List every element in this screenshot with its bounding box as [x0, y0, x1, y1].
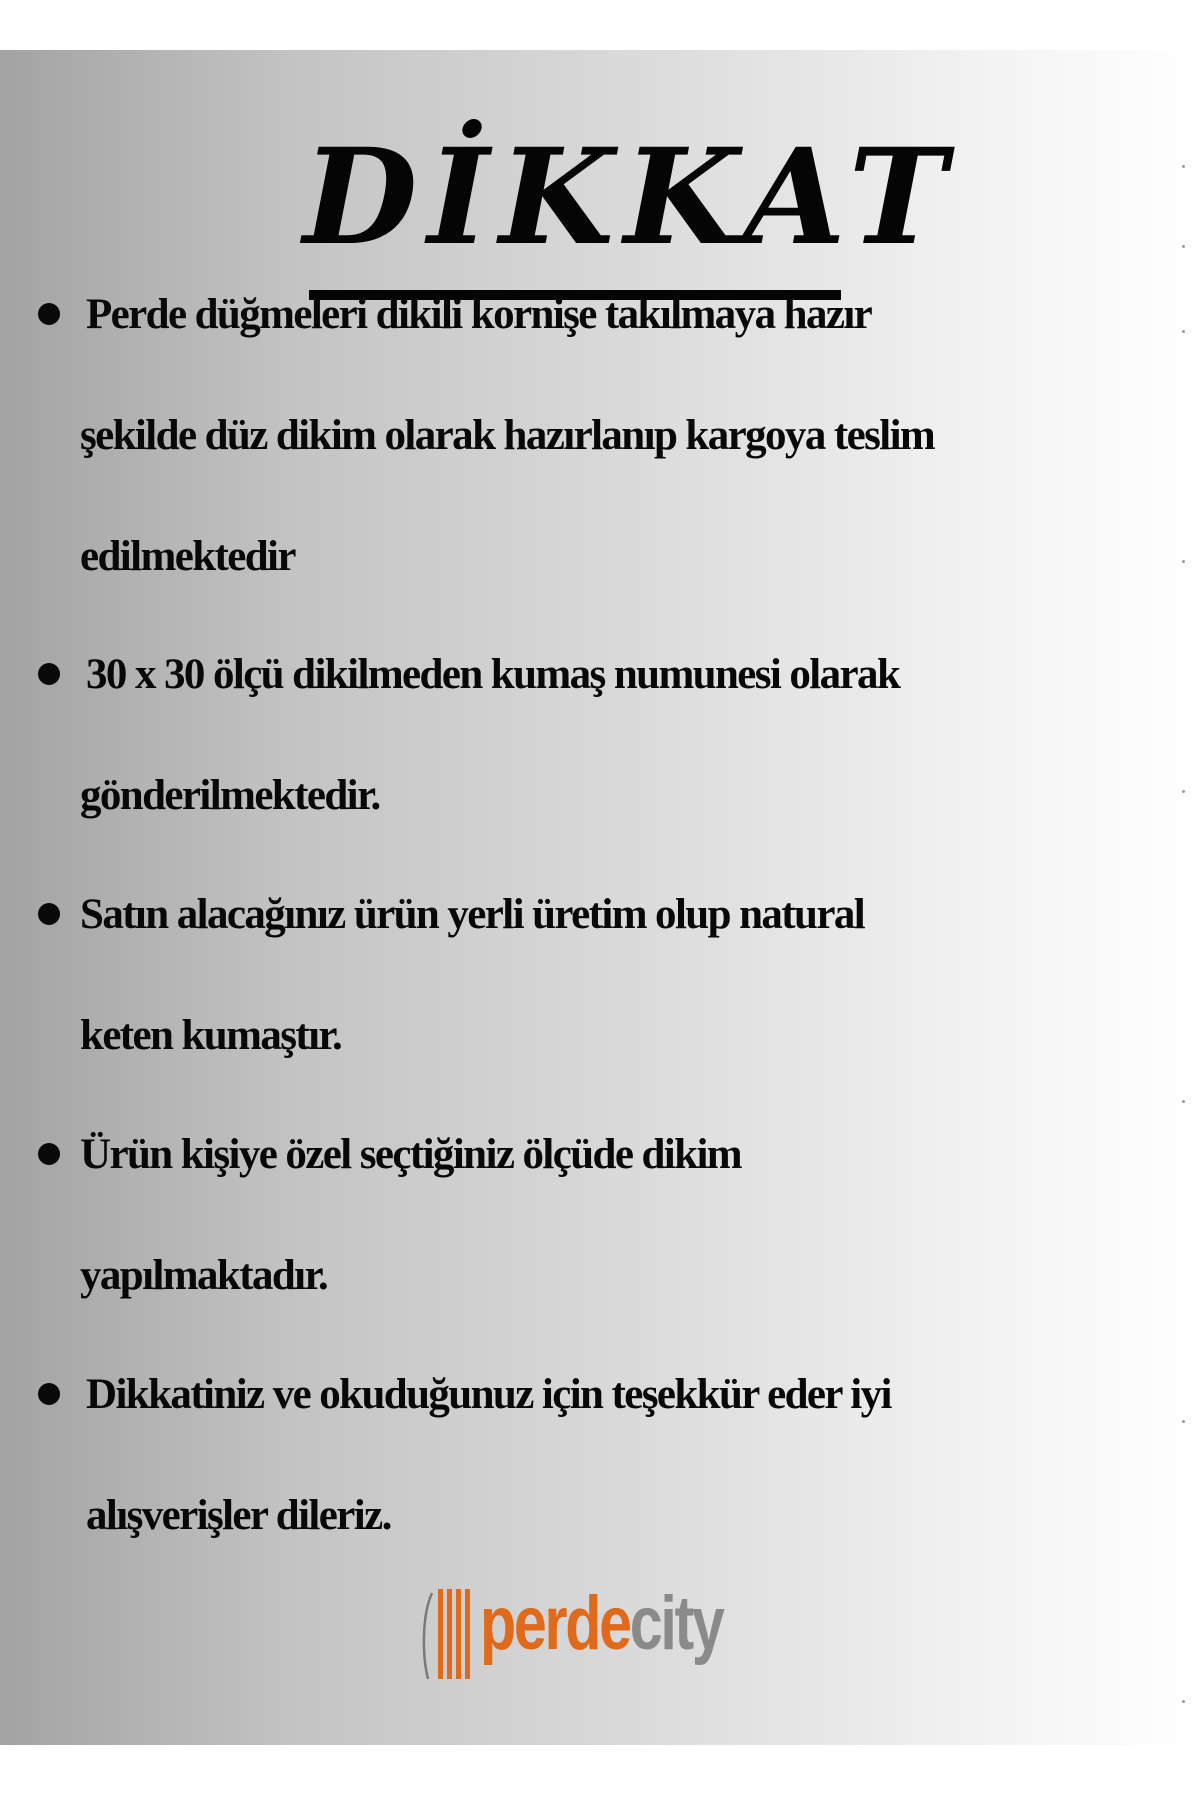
bullet-icon	[38, 663, 60, 685]
edge-speck	[1182, 1700, 1185, 1703]
logo-wordmark	[480, 1579, 723, 1669]
list-item-line: yapılmaktadır.	[80, 1252, 328, 1299]
list-item-line: şekilde düz dikim olarak hazırlanıp kargoya teslim	[80, 412, 935, 459]
list-item-line: Perde düğmeleri dikili kornişe takılmaya hazır	[86, 291, 872, 338]
list-item-line: Satın alacağınız ürün yerli üretim olup natural	[80, 891, 865, 938]
bullet-icon	[38, 303, 60, 325]
edge-speck	[1182, 1100, 1185, 1103]
list-item-line: Dikkatiniz ve okuduğunuz için teşekkür eder iyi	[86, 1371, 891, 1418]
notice-poster	[0, 50, 1200, 1745]
bullet-icon	[38, 1383, 60, 1405]
page-title: DİKKAT	[303, 120, 957, 275]
list-item-2	[80, 614, 1166, 856]
list-item-line: Ürün kişiye özel seçtiğiniz ölçüde dikim	[80, 1131, 742, 1178]
edge-speck	[1182, 1420, 1185, 1423]
perdecity-logo	[418, 1575, 758, 1685]
bullet-icon	[38, 1143, 60, 1165]
list-item-line: keten kumaştır.	[80, 1012, 342, 1059]
curtain-rods-icon	[418, 1575, 488, 1685]
list-item-3	[80, 854, 1166, 1096]
bullet-icon	[38, 903, 60, 925]
edge-speck	[1182, 165, 1185, 168]
list-item-1	[80, 254, 1166, 617]
list-item-line: edilmektedir	[80, 533, 295, 580]
list-item-4	[80, 1094, 1166, 1336]
list-item-5	[86, 1334, 1166, 1576]
logo-perde-text: perde	[480, 1581, 630, 1666]
edge-speck	[1182, 330, 1185, 333]
edge-speck	[1182, 790, 1185, 793]
list-item-line: gönderilmektedir.	[80, 772, 380, 819]
edge-speck	[1182, 245, 1185, 248]
list-item-line: 30 x 30 ölçü dikilmeden kumaş numunesi olarak	[86, 651, 900, 698]
edge-speck	[1182, 560, 1185, 563]
logo-city-text: city	[629, 1581, 723, 1666]
list-item-line: alışverişler dileriz.	[86, 1492, 391, 1539]
